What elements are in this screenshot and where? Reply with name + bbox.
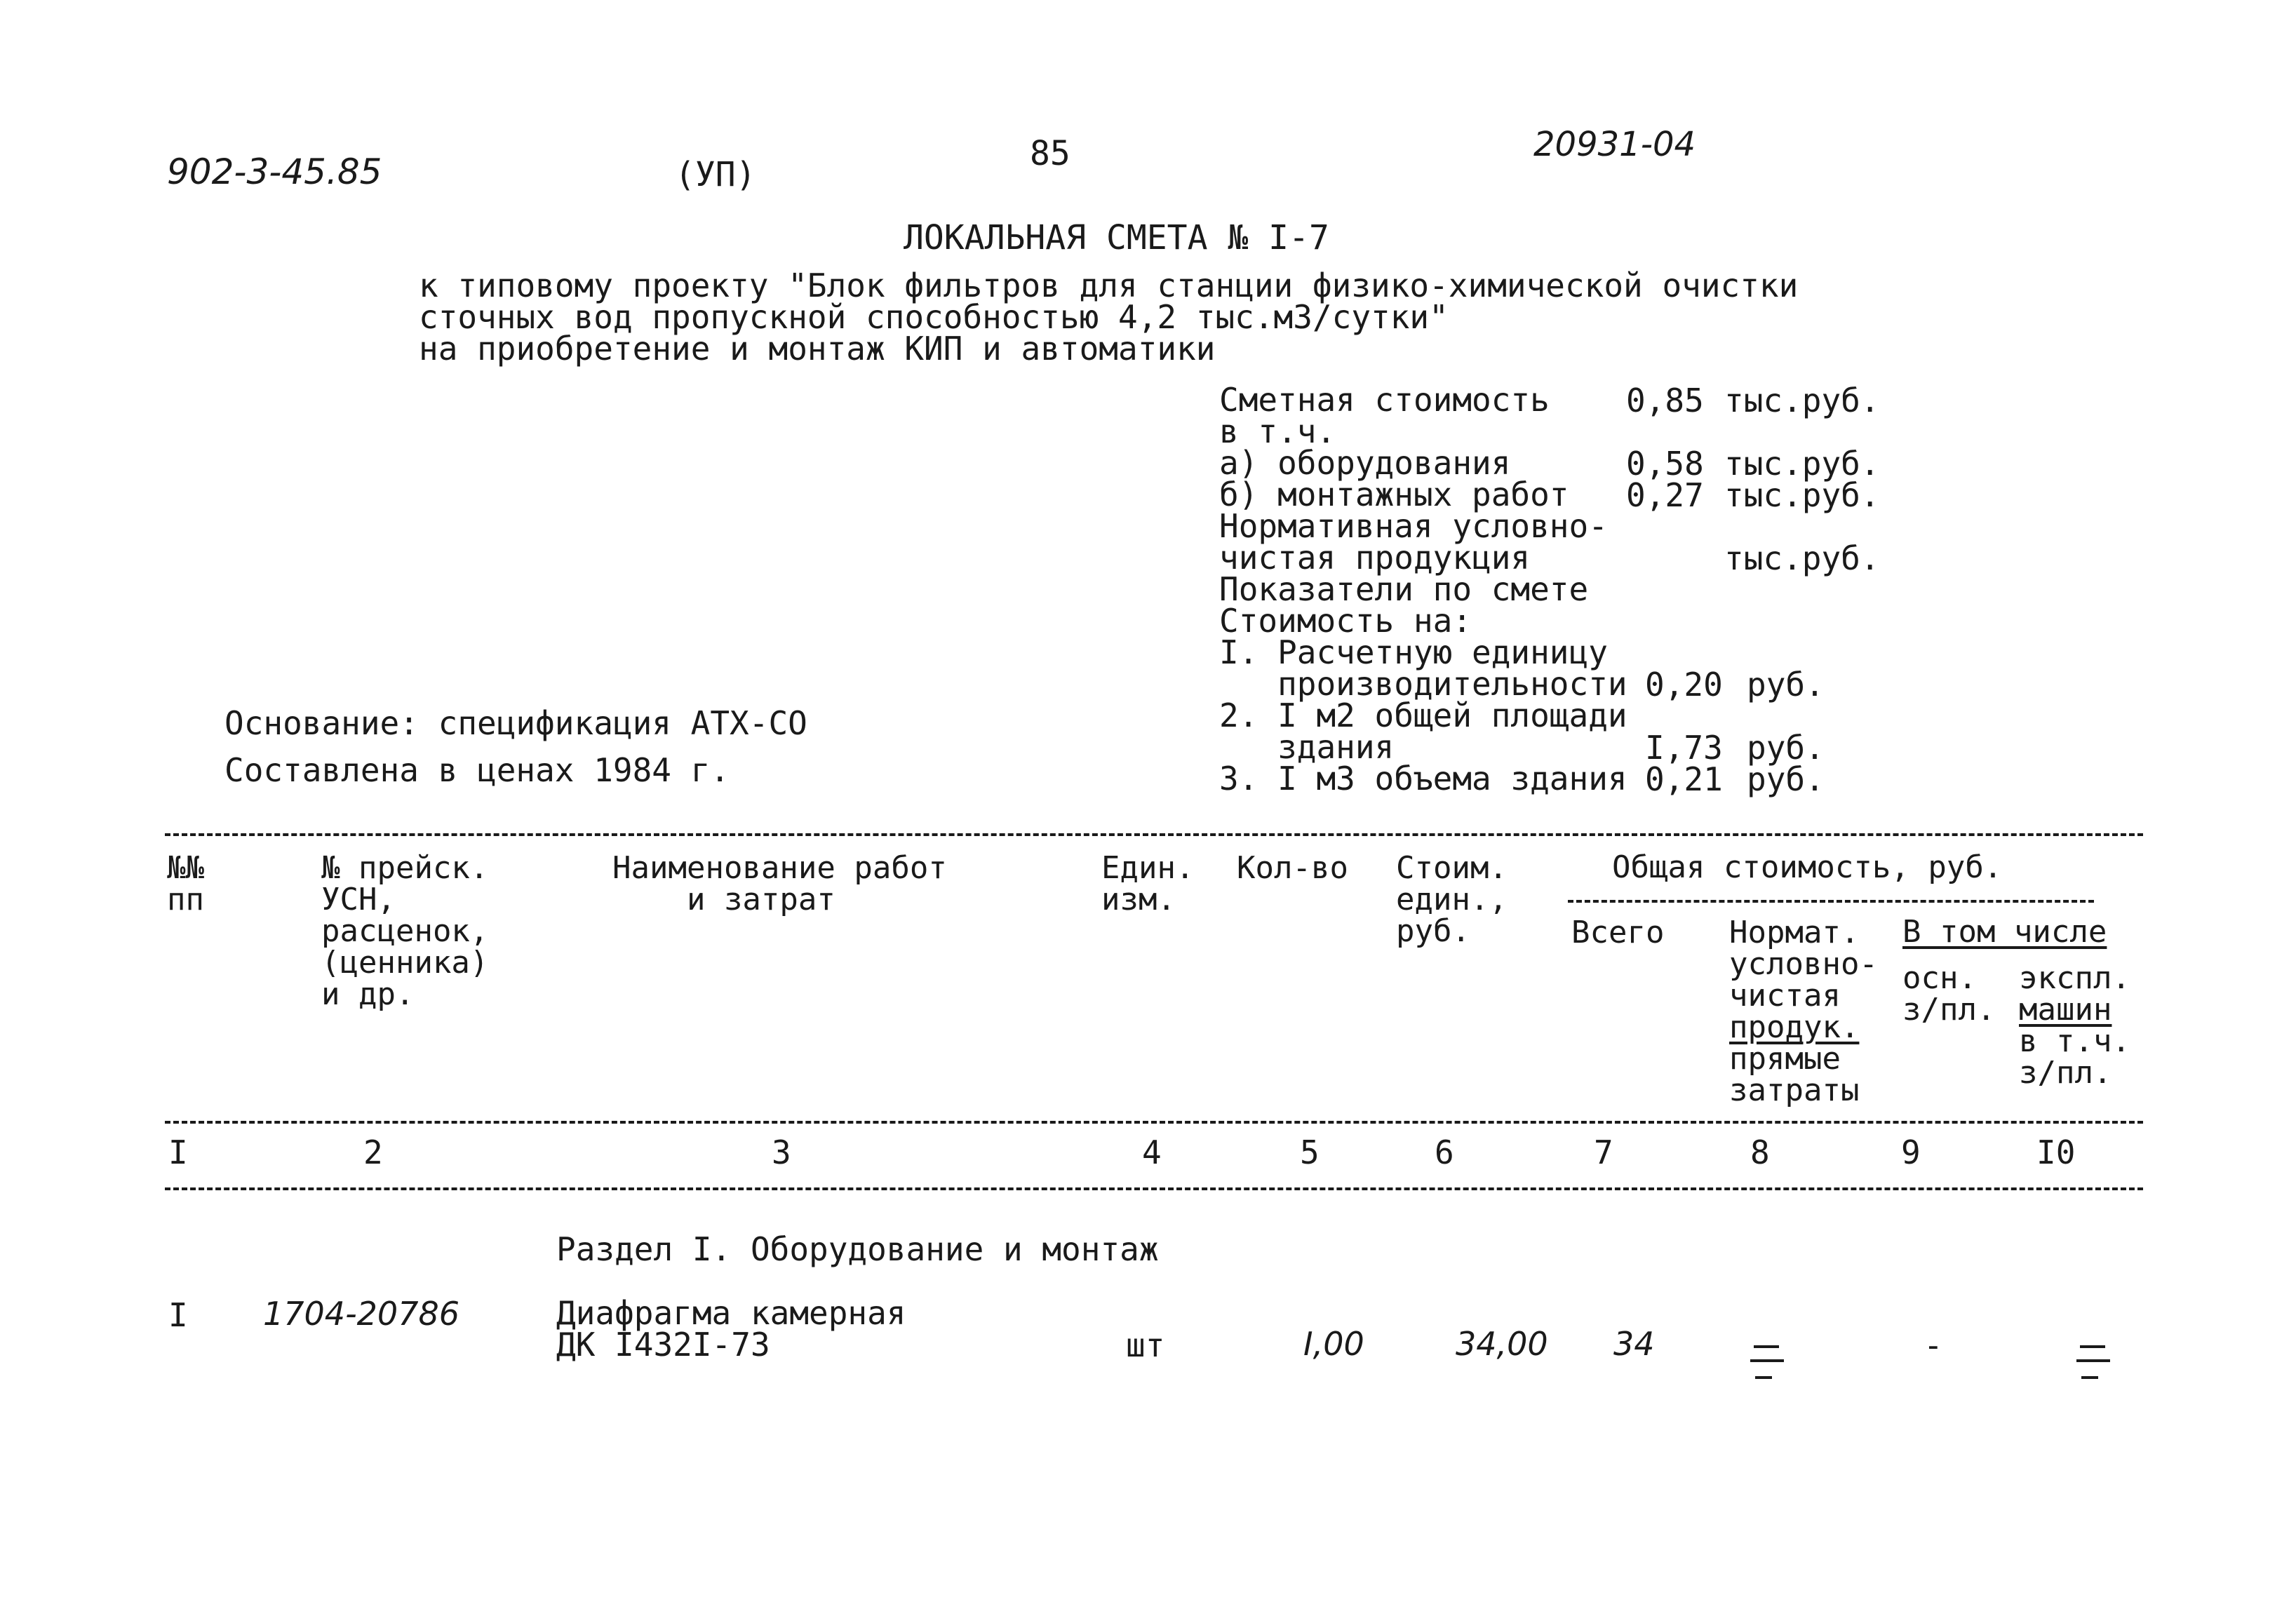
summary-label: а) оборудования: [1219, 444, 1511, 482]
table-top-rule: [165, 833, 2143, 836]
column-number: 7: [1594, 1133, 1613, 1171]
summary-unit: тыс.руб.: [1724, 445, 1880, 483]
header-total: [1571, 917, 1664, 948]
header-bottom-rule: [165, 1121, 2143, 1124]
row-total: 34: [1613, 1325, 1655, 1363]
summary-unit: руб.: [1747, 729, 1825, 767]
summary-label: 3. I м3 объема здания: [1219, 760, 1627, 797]
column-number: 2: [363, 1133, 383, 1171]
header-quantity: [1237, 852, 1348, 884]
header-text: и затрат: [612, 882, 835, 917]
header-text: УСН,: [321, 882, 396, 917]
row-unit: шт: [1126, 1326, 1165, 1364]
column-number: 9: [1901, 1133, 1921, 1171]
header-text: з/пл.: [1902, 992, 1996, 1028]
row-quantity: I,00: [1303, 1325, 1364, 1363]
header-text: № прейск.: [321, 850, 489, 886]
document-title: ЛОКАЛЬНАЯ СМЕТА № I-7: [904, 218, 1329, 257]
summary-label: Стоимость на:: [1219, 602, 1472, 640]
row-number: I: [168, 1296, 188, 1334]
row-name-line: Диафрагма камерная: [556, 1294, 906, 1332]
page-number: 85: [1030, 134, 1070, 173]
column-number: 8: [1750, 1133, 1770, 1171]
subtitle-line: на приобретение и монтаж КИП и автоматики: [419, 330, 1216, 368]
summary-label: Сметная стоимость: [1219, 381, 1550, 419]
summary-value: 0,85: [1626, 382, 1704, 419]
row-name-line: ДК I432I-73: [556, 1326, 770, 1364]
summary-label: в т.ч.: [1219, 412, 1336, 450]
row-code: 1704-20786: [263, 1295, 459, 1333]
summary-label: здания: [1219, 728, 1395, 766]
column-number: 4: [1142, 1133, 1162, 1171]
summary-value: I,73: [1645, 729, 1723, 767]
header-text: Всего: [1571, 915, 1665, 950]
header-text: Стоим.: [1396, 850, 1508, 886]
summary-label: I. Расчетную единицу: [1219, 633, 1608, 671]
header-text: и др.: [321, 976, 415, 1012]
header-base-salary: [1902, 960, 1996, 1028]
document-mark: (УП): [675, 155, 756, 194]
header-text: един.,: [1396, 882, 1508, 917]
column-number: 5: [1300, 1133, 1320, 1171]
header-machines: [2019, 962, 2130, 1089]
group-rule: [1568, 900, 2094, 903]
header-text: Наименование работ: [612, 850, 947, 886]
summary-value: 0,21: [1645, 760, 1723, 798]
summary-value: 0,20: [1645, 666, 1723, 704]
document-code: 902-3-45.85: [167, 152, 382, 192]
header-text: Един.: [1101, 850, 1195, 886]
summary-unit: тыс.руб.: [1724, 539, 1880, 577]
header-text: (ценника): [321, 945, 489, 981]
document-subtitle: [419, 267, 1799, 368]
header-text: машин: [2019, 992, 2112, 1028]
header-text: пп: [167, 882, 204, 917]
header-text: Нормат.: [1729, 915, 1860, 950]
header-text: Кол-во: [1237, 850, 1348, 886]
header-text: экспл.: [2019, 960, 2130, 996]
subtitle-line: к типовому проекту "Блок фильтров для станции физико-химической очистки: [419, 267, 1799, 304]
header-text: з/пл.: [2019, 1055, 2112, 1091]
header-in-that: В том числе: [1902, 914, 2107, 950]
summary-label: Нормативная условно-: [1219, 507, 1608, 545]
header-text: в т.ч.: [2019, 1023, 2130, 1059]
summary-label: б) монтажных работ: [1219, 476, 1569, 513]
summary-unit: тыс.руб.: [1724, 476, 1880, 514]
header-text: изм.: [1101, 882, 1176, 917]
column-number: I: [168, 1133, 188, 1171]
summary-unit: руб.: [1747, 760, 1825, 798]
header-text: №№: [167, 850, 204, 886]
summary-value: 0,58: [1626, 445, 1704, 483]
header-text: руб.: [1396, 913, 1470, 949]
cost-summary: [1219, 381, 1627, 797]
prices-line: Составлена в ценах 1984 г.: [224, 751, 730, 789]
summary-label: 2. I м2 общей площади: [1219, 696, 1627, 734]
header-normative: [1729, 917, 1878, 1106]
header-text: затраты: [1729, 1072, 1860, 1108]
header-unit: [1101, 852, 1194, 915]
header-work-name: [612, 852, 947, 915]
summary-label: чистая продукция: [1219, 539, 1531, 577]
header-text: продук.: [1729, 1009, 1860, 1045]
basis-line: Основание: спецификация АТХ-СО: [224, 704, 807, 742]
header-unit-cost: [1396, 852, 1508, 947]
summary-label: Показатели по смете: [1219, 570, 1589, 608]
header-text: осн.: [1902, 960, 1977, 996]
header-text: расценок,: [321, 913, 489, 949]
header-price-ref: [321, 852, 488, 1010]
header-text: прямые: [1729, 1041, 1841, 1077]
row-name: [556, 1294, 906, 1364]
numbers-bottom-rule: [165, 1187, 2143, 1190]
header-text: чистая: [1729, 978, 1841, 1014]
summary-value: 0,27: [1626, 476, 1704, 514]
summary-unit: тыс.руб.: [1724, 382, 1880, 419]
row-unit-cost: 34,00: [1456, 1325, 1548, 1363]
row-base-salary: -: [1924, 1326, 1943, 1364]
header-text: условно-: [1729, 946, 1878, 982]
column-number: I0: [2036, 1133, 2076, 1171]
subtitle-line: сточных вод пропускной способностью 4,2 тыс.м3/сутки": [419, 298, 1449, 336]
section-title: Раздел I. Оборудование и монтаж: [556, 1230, 1159, 1268]
header-total-group: Общая стоимость, руб.: [1612, 849, 2003, 885]
summary-unit: руб.: [1747, 666, 1825, 704]
inventory-number: 20931-04: [1533, 125, 1696, 164]
column-number: 3: [772, 1133, 791, 1171]
column-number: 6: [1435, 1133, 1454, 1171]
summary-label: производительности: [1219, 665, 1627, 703]
header-num: [167, 852, 204, 915]
